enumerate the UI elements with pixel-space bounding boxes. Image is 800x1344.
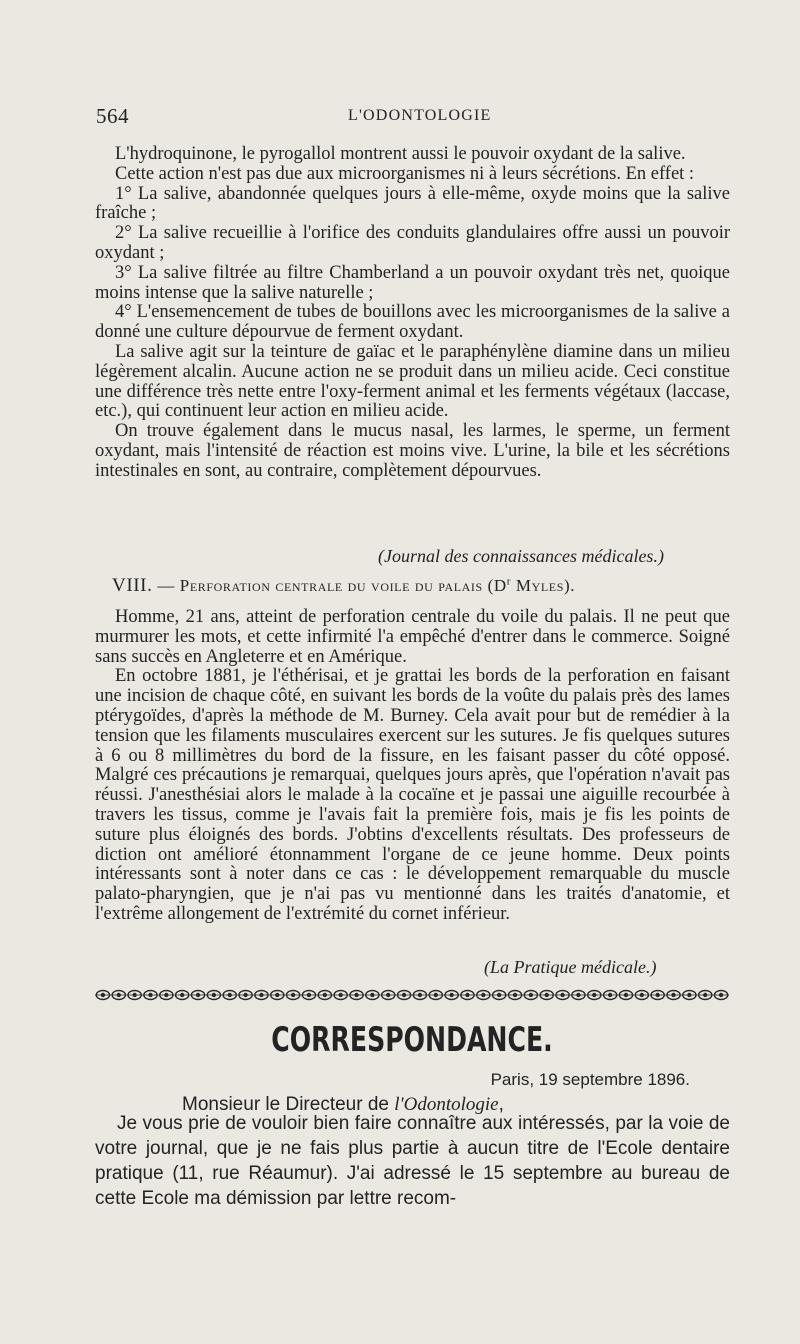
page-number: 564 (96, 104, 129, 128)
paragraph: Cette action n'est pas due aux microorganismes ni à leurs sécrétions. En effet : (115, 163, 695, 184)
ornament-motif (539, 991, 555, 1000)
ornament-motif (143, 991, 159, 1000)
ornament-motif (95, 991, 111, 1000)
paragraph: 4° L'ensemencement de tubes de bouillons avec les microorganismes de la salive a donné une culture dépourvue de ferment oxydant. (95, 302, 730, 343)
paragraph: On trouve également dans le mucus nasal, les larmes, le sperme, un ferment oxydant, mais l'intensité de réaction est moins vive. L'urine, la bile et les sécrétions intestinales en sont, au contraire, complètement dépourvues. (95, 421, 730, 481)
ornament-divider (95, 988, 729, 1002)
ornament-motif (491, 991, 507, 1000)
ornament-motif (333, 991, 349, 1000)
ornament-motif (396, 991, 412, 1000)
ornament-motif (475, 991, 491, 1000)
ornament-motif (602, 991, 618, 1000)
ornament-motif (713, 991, 729, 1000)
paragraph: La salive agit sur la teinture de gaïac et le paraphénylène diamine dans un milieu légèrement alcalin. Aucune action ne se produit dans un milieu acide. Ceci constitue une différence très nette entre l'oxy-ferment animal et les ferments végétaux (laccase, etc.), qui continuent leur action en milieu acide. (95, 341, 730, 422)
ornament-motif (650, 991, 666, 1000)
ornament-motif (349, 991, 365, 1000)
source-citation: (La Pratique médicale.) (484, 957, 657, 977)
ornament-motif (222, 991, 238, 1000)
paragraph: 3° La salive filtrée au filtre Chamberland a un pouvoir oxydant très net, quoique moins intense que la salive naturelle ; (95, 262, 730, 303)
ornament-motif (254, 991, 270, 1000)
source-citation: (Journal des connaissances médicales.) (378, 546, 664, 566)
ornament-motif (190, 991, 206, 1000)
letter-body: Je vous prie de vouloir bien faire connaître aux intéressés, par la voie de votre journal, que je ne fais plus partie à aucun titre de l'Ecole dentaire pratique (11, rue Réaumur). J'ai adressé le 15 septembre au bureau de cette Ecole ma démission par lettre recom- (95, 1113, 730, 1209)
ornament-motif (380, 991, 396, 1000)
ornament-motif (174, 991, 190, 1000)
paragraph: L'hydroquinone, le pyrogallol montrent aussi le pouvoir oxydant de la salive. (115, 144, 686, 164)
ornament-motif (301, 991, 317, 1000)
running-title: L'ODONTOLOGIE (348, 107, 492, 124)
salutation-text: Monsieur le Directeur de (182, 1094, 395, 1115)
ornament-motif (571, 991, 587, 1000)
ornament-motif (285, 991, 301, 1000)
letter-date: Paris, 19 septembre 1896. (490, 1070, 690, 1089)
ornament-motif (666, 991, 682, 1000)
page-header (96, 104, 730, 128)
section-title-open: (D (487, 576, 507, 595)
ornament-motif (634, 991, 650, 1000)
ornament-motif (444, 991, 460, 1000)
paragraph: Homme, 21 ans, atteint de perforation centrale du voile du palais. Il ne peut que murmurer les mots, et cette infirmité l'a empêché d'entrer dans le commerce. Soigné sans succès en Angleterre et en Amérique. (95, 607, 730, 667)
ornament-motif (127, 991, 143, 1000)
section-heading (112, 575, 730, 597)
section-title: Perforation centrale du voile du palais (179, 576, 483, 595)
ornament-motif (206, 991, 222, 1000)
ornament-motif (586, 991, 602, 1000)
correspondance-title: CORRESPONDANCE. (271, 1020, 553, 1060)
paragraph: 1° La salive, abandonnée quelques jours à elle-même, oxyde moins que la salive fraîche ; (95, 183, 730, 224)
ornament-motif (618, 991, 634, 1000)
salutation-journal: l'Odontologie (394, 1094, 499, 1115)
section-number: VIII. (112, 575, 153, 596)
ornament-motif (460, 991, 476, 1000)
body-text-top (95, 145, 730, 482)
section-dash: — (157, 576, 175, 595)
section-title-sup: r (506, 575, 512, 588)
ornament-motif (158, 991, 174, 1000)
paragraph: En octobre 1881, je l'éthérisai, et je grattai les bords de la perforation en faisant une incision de chaque côté, en suivant les bords de la voûte du palais près des lames ptérygoïdes, d'après la méthode de M. Burney. Cela avait pour but de remédier à la tension que les filaments musculaires exercent sur les sutures. Je fis quelques sutures à 6 ou 8 millimètres du bord de la fissure, en les faisant passer du côté opposé. Malgré ces précautions je remarquai, quelques jours après, que l'opération n'avait pas réussi. J'anesthésiai alors le malade à la cocaïne et je passai une aiguille recourbée à travers les tissus, comme je l'avais fait la première fois, mais je fis les points de suture plus éloignés des bords. J'obtins d'excellents résultats. Des professeurs de diction ont amélioré étonnamment l'organe de ce jeune homme. Deux points intéressants sont à noter dans ce cas : le développement remarquable du muscle palato-pharyngien, que je n'ai pas vu mentionné dans les traités d'anatomie, et l'extrême allongement de l'extrémité du cornet inférieur. (95, 666, 730, 924)
ornament-motif (697, 991, 713, 1000)
ornament-motif (269, 991, 285, 1000)
ornament-motif (507, 991, 523, 1000)
section-author: Myles). (511, 576, 576, 595)
body-text-section (95, 608, 730, 925)
ornament-motif (681, 991, 697, 1000)
ornament-motif (317, 991, 333, 1000)
salutation-end: , (498, 1094, 504, 1115)
ornament-motif (111, 991, 127, 1000)
ornament-motif (555, 991, 571, 1000)
ornament-motif (238, 991, 254, 1000)
paragraph: 2° La salive recueillie à l'orifice des conduits glandulaires offre aussi un pouvoir oxydant ; (95, 223, 730, 263)
ornament-motif (428, 991, 444, 1000)
ornament-motif (412, 991, 428, 1000)
ornament-motif (523, 991, 539, 1000)
ornament-motif (364, 991, 380, 1000)
